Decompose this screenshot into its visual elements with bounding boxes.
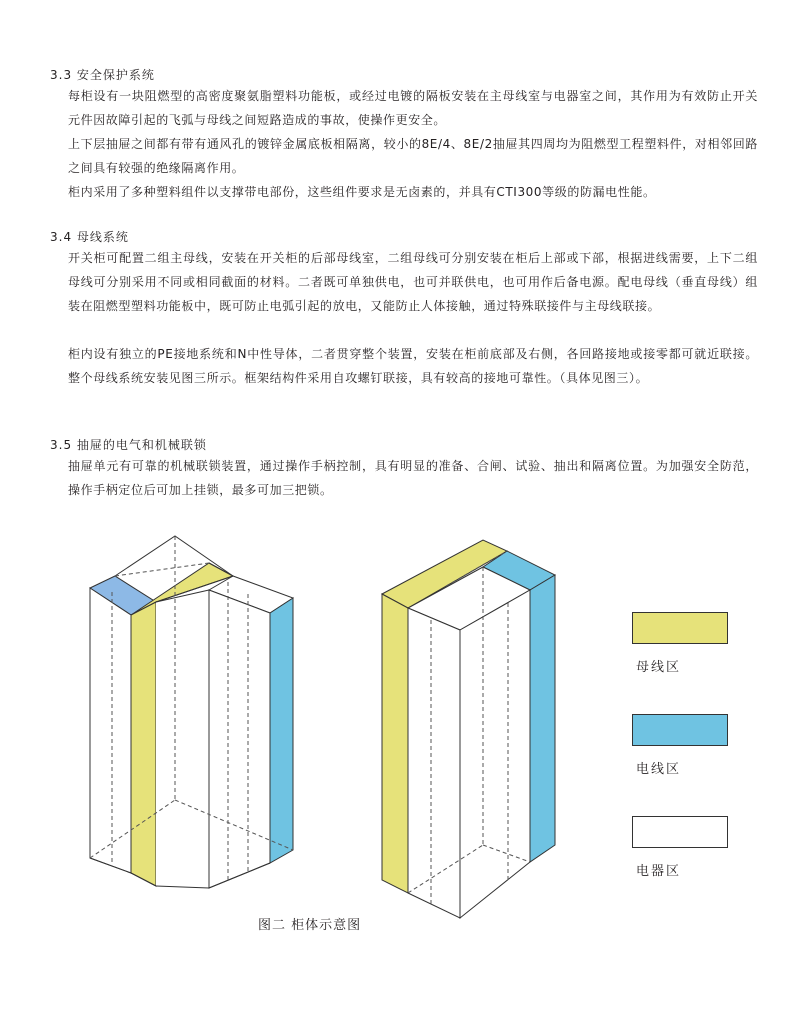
section-title-3-4: 3.4 母线系统 — [50, 230, 129, 244]
cabinet-front-left — [90, 536, 293, 888]
paragraph: 上下层抽屉之间都有带有通风孔的镀锌金属底板相隔离，较小的8E/4、8E/2抽屉其四周均为阻燃型工程塑料件，对相邻回路之间具有较强的绝缘隔离作用。 — [68, 137, 758, 175]
cabinet-2-yellow-front — [382, 594, 408, 893]
legend-swatch-device — [632, 816, 728, 848]
legend-label-cable: 电线区 — [636, 762, 682, 777]
paragraph: 每柜设有一块阻燃型的高密度聚氨脂塑料功能板，或经过电镀的隔板安装在主母线室与电器室之间，其作用为有效防止开关元件因故障引起的飞弧与母线之间短路造成的事故，使操作更安全。 — [68, 89, 758, 127]
paragraph: 抽屉单元有可靠的机械联锁装置，通过操作手柄控制，具有明显的准备、合闸、试验、抽出和隔离位置。为加强安全防范，操作手柄定位后可加上挂锁，最多可加三把锁。 — [68, 459, 758, 497]
paragraph: 开关柜可配置二组主母线，安装在开关柜的后部母线室，二组母线可分别安装在柜后上部或下部，根据进线需要，上下二组母线可分别采用不同或相同截面的材料。二者既可单独供电，也可并联供电，也可用作后备电源。配电母线（垂直母线）组装在阻燃型塑料功能板中，既可防止电弧引起的放电，又能防止人体接触，通过特殊联接件与主母线联接。 — [68, 251, 758, 313]
legend-label-device: 电器区 — [636, 864, 682, 879]
cabinet-side — [382, 540, 555, 918]
figure-caption: 图二 柜体示意图 — [258, 918, 362, 933]
cabinet-1-front-face — [156, 590, 209, 888]
cabinet-1-blue-side — [270, 598, 293, 863]
cabinet-2-front-face — [408, 608, 460, 918]
section-title-3-3: 3.3 安全保护系统 — [50, 68, 155, 82]
cabinet-2-blue-side — [530, 575, 555, 862]
paragraph: 柜内采用了多种塑料组件以支撑带电部份，这些组件要求是无卤素的，并具有CTI300等级的防漏电性能。 — [68, 185, 656, 199]
paragraph: 柜内设有独立的PE接地系统和N中性导体，二者贯穿整个装置，安装在柜前底部及右侧，各回路接地或接零都可就近联接。整个母线系统安装见图三所示。框架结构件采用自攻螺钉联接，具有较高的接地可靠性。（具体见图三）。 — [68, 347, 758, 385]
section-title-3-5: 3.5 抽屉的电气和机械联锁 — [50, 438, 207, 452]
cabinet-1-left-face — [90, 588, 131, 873]
legend-swatch-cable — [632, 714, 728, 746]
cabinet-2-right-face — [460, 590, 530, 918]
legend-swatch-busbar — [632, 612, 728, 644]
cabinet-1-yellow-front — [131, 602, 156, 886]
legend-label-busbar: 母线区 — [636, 660, 682, 675]
cabinet-1-right-face — [209, 590, 270, 888]
